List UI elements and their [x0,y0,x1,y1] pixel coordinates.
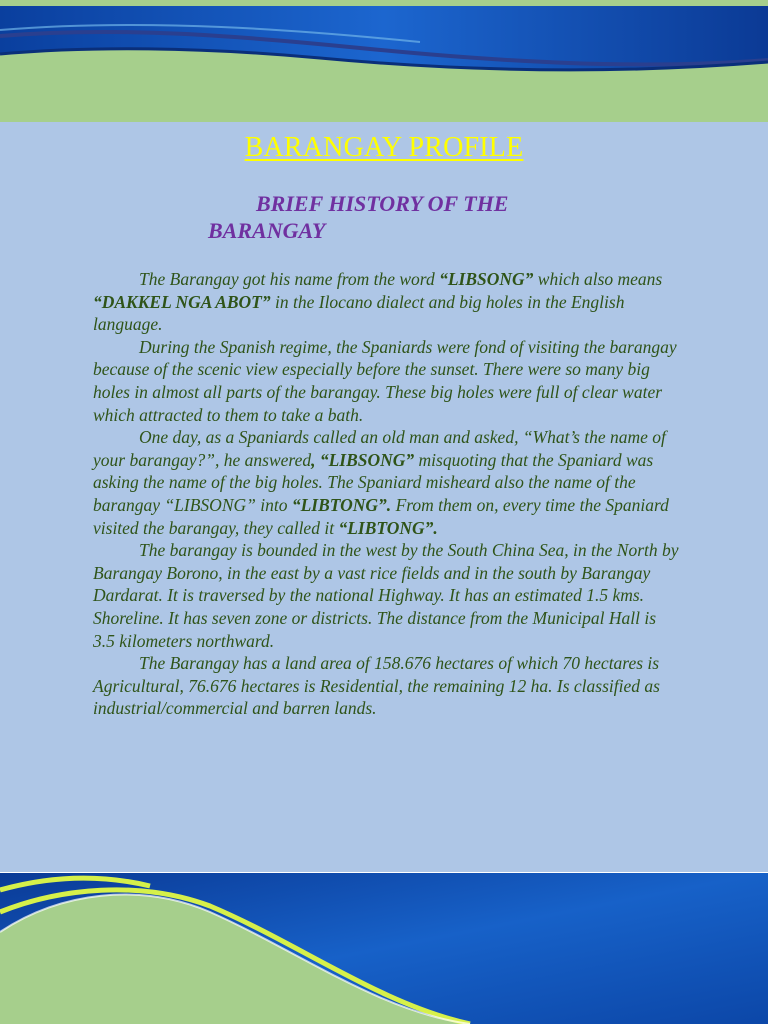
history-paragraph [93,652,681,720]
history-paragraph [93,336,681,426]
paragraph-text: During the Spanish regime, the Spaniards were fond of visiting the barangay because of the scenic view especially before the sunset. There were so many big holes in almost all parts of the barangay. These big holes were full of clear water which attracted to them to take a bath. [93,336,677,425]
history-paragraph [93,268,681,336]
emphasized-term: “LIBTONG”. [338,517,438,538]
paragraph-text: The Barangay has a land area of 158.676 hectares of which 70 hectares is Agricultural, 76.676 hectares is Residential, the remaining 12 ha. Is classified as industrial/commercial and barren lands. [93,653,660,719]
history-paragraph [93,539,681,652]
history-paragraph [93,426,681,539]
emphasized-term: “LIBSONG” [439,269,534,289]
section-subtitle: BRIEF HISTORY OF THE BARANGAY [208,191,509,243]
paragraph-text: From them on, every time the Spaniard visited the barangay, they called it [93,494,669,538]
emphasized-term: “LIBTONG”. [291,494,392,515]
paragraph-text: One day, as a Spaniards called an old man and asked, “What’s the name of your barangay?”, he answered [93,427,666,470]
footer-decorative-band [0,872,768,1024]
emphasized-term: “DAKKEL NGA ABOT” [93,291,271,312]
paragraph-text: in the Ilocano dialect and big holes in the English language. [93,291,625,335]
paragraph-text: The barangay is bounded in the west by the South China Sea, in the North by Barangay Borono, in the east by a vast rice fields and in the south by Barangay Dardarat. It is traversed by the national Highway. It has an estimated 1.5 kms. Shoreline. It has seven zone or districts. The distance from the Municipal Hall is 3.5 kilometers northward. [93,540,679,651]
history-body [93,268,681,720]
header-decorative-band [0,0,768,122]
paragraph-text: The Barangay got his name from the word [139,269,440,289]
paragraph-text: which also means [533,269,663,289]
emphasized-term: , “LIBSONG” [311,449,415,470]
page-title: BARANGAY PROFILE [244,132,524,163]
paragraph-text: misquoting that the Spaniard was asking the name of the big holes. The Spaniard misheard also the name of the barangay “LIBSONG” into [93,449,654,515]
page-content [0,122,768,872]
